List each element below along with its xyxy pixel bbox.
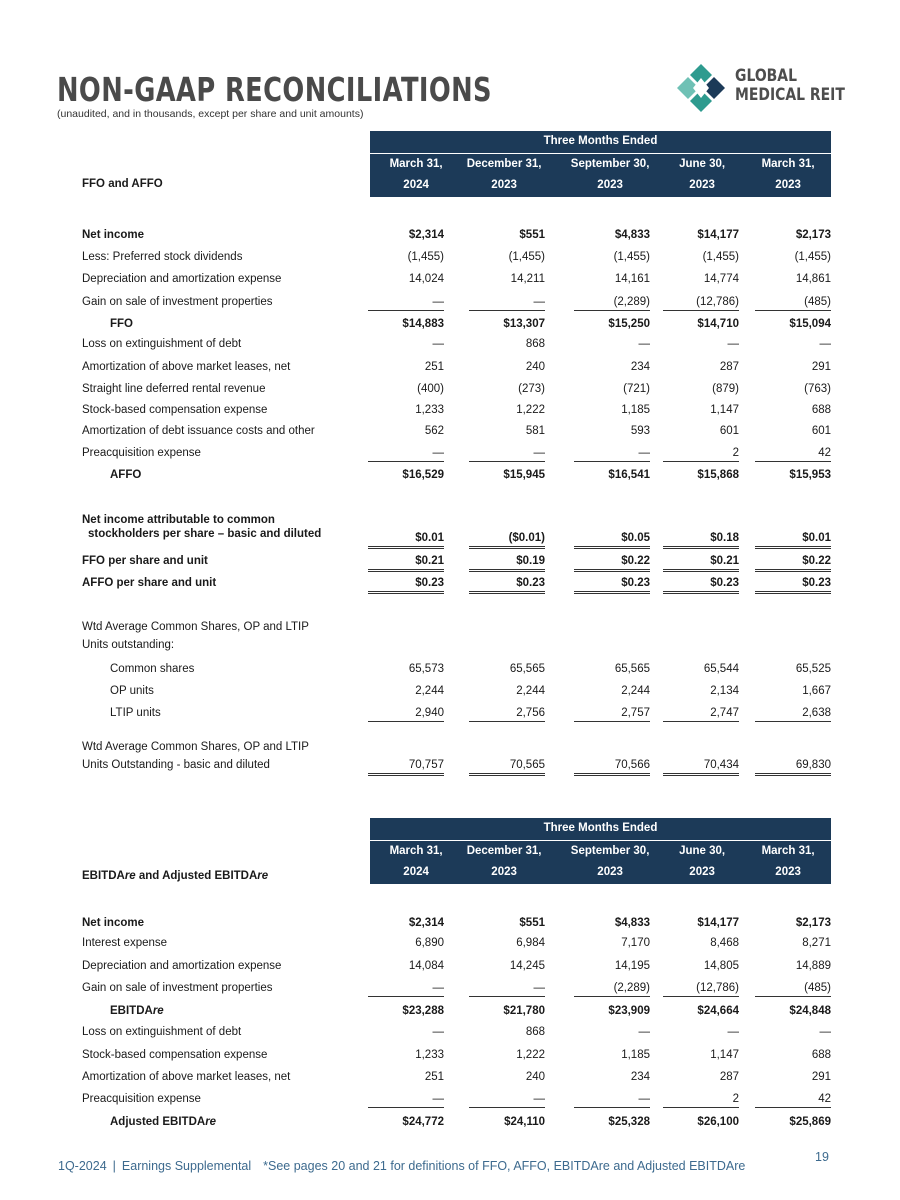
row-value: 65,525 — [795, 663, 831, 675]
row-value: (273) — [518, 383, 545, 395]
row-value: 2,747 — [663, 705, 739, 722]
row-value: — — [819, 338, 831, 350]
column-header-year: 2023 — [491, 866, 517, 878]
row-value: $2,173 — [795, 229, 831, 241]
row-value: 14,161 — [614, 273, 650, 285]
row-value: $15,094 — [789, 318, 831, 330]
row-value: $15,250 — [608, 318, 650, 330]
row-value: (2,289) — [574, 980, 650, 997]
row-label: Depreciation and amortization expense — [82, 960, 282, 972]
band-title: Three Months Ended — [543, 822, 658, 834]
row-value: 2,940 — [368, 705, 444, 722]
row-value: (2,289) — [574, 294, 650, 311]
row-value: — — [727, 338, 739, 350]
page-title: NON-GAAP RECONCILIATIONS — [57, 70, 492, 109]
row-value: 6,984 — [516, 937, 545, 949]
row-value: $0.23 — [469, 575, 545, 594]
row-value: (485) — [755, 294, 831, 311]
row-value: 42 — [755, 445, 831, 462]
row-value: 65,565 — [509, 663, 545, 675]
row-value: 291 — [811, 1071, 831, 1083]
row-value: 1,222 — [516, 404, 545, 416]
row-value: (12,786) — [663, 294, 739, 311]
row-value: $2,314 — [408, 917, 444, 929]
row-value: 287 — [719, 361, 739, 373]
row-label-suffix: re — [152, 1005, 164, 1017]
column-header-date: June 30, — [679, 158, 726, 170]
row-value: $2,173 — [795, 917, 831, 929]
table-row — [82, 1069, 831, 1089]
row-label: Wtd Average Common Shares, OP and LTIP — [82, 741, 309, 753]
row-value: $15,945 — [503, 469, 545, 481]
table-row — [82, 980, 831, 1000]
table-row — [82, 1024, 831, 1044]
shares-row — [82, 683, 831, 703]
shares-row — [82, 705, 831, 725]
cross-logo-icon — [674, 62, 728, 114]
row-value: (1,455) — [407, 251, 444, 263]
table-row — [82, 1047, 831, 1067]
column-header-date: March 31, — [761, 845, 815, 857]
row-value: $0.21 — [368, 553, 444, 572]
table-row — [82, 402, 831, 422]
row-value: $2,314 — [408, 229, 444, 241]
footer-section: Earnings Supplemental — [121, 1159, 252, 1173]
row-value: $16,541 — [608, 469, 650, 481]
row-value: 14,245 — [509, 960, 545, 972]
row-value: $15,868 — [697, 469, 739, 481]
row-label-suffix: re — [205, 1116, 217, 1128]
row-value: $25,328 — [608, 1116, 650, 1128]
row-value: $0.23 — [574, 575, 650, 594]
row-value: $4,833 — [614, 229, 650, 241]
row-label: Amortization of above market leases, net — [82, 1071, 291, 1083]
ffo-affo-table — [82, 131, 831, 771]
row-value: — — [638, 1026, 650, 1038]
band-divider — [370, 153, 831, 154]
row-value: $0.22 — [755, 553, 831, 572]
row-value: 70,757 — [368, 757, 444, 776]
row-label: Net income — [82, 917, 144, 929]
row-value: 868 — [525, 1026, 545, 1038]
column-header-date: March 31, — [389, 158, 443, 170]
column-header-year: 2023 — [597, 179, 623, 191]
row-value: 1,222 — [516, 1049, 545, 1061]
row-value: 1,233 — [415, 404, 444, 416]
row-value: $25,869 — [789, 1116, 831, 1128]
row-value: $13,307 — [503, 318, 545, 330]
row-value: 2,244 — [621, 685, 650, 697]
row-value: $24,110 — [504, 1116, 545, 1128]
row-value: 1,233 — [415, 1049, 444, 1061]
row-value: 2,134 — [710, 685, 739, 697]
row-value: (400) — [417, 383, 444, 395]
column-header-date: March 31, — [389, 845, 443, 857]
row-value: 65,565 — [614, 663, 650, 675]
band-title: Three Months Ended — [543, 135, 658, 147]
table-row — [82, 915, 831, 935]
row-value: — — [727, 1026, 739, 1038]
row-value: $23,909 — [608, 1005, 650, 1017]
row-value: $0.22 — [574, 553, 650, 572]
row-value: 2,756 — [469, 705, 545, 722]
row-value: — — [432, 338, 444, 350]
table-row — [82, 1091, 831, 1111]
row-value: $24,664 — [697, 1005, 739, 1017]
row-value: — — [469, 445, 545, 462]
column-header-year: 2023 — [597, 866, 623, 878]
row-label: Units Outstanding - basic and diluted — [82, 759, 270, 771]
row-value: 240 — [525, 1071, 545, 1083]
table-row — [82, 227, 831, 247]
row-value: (12,786) — [663, 980, 739, 997]
footer — [58, 1159, 745, 1173]
row-value: 2,638 — [755, 705, 831, 722]
row-value: — — [469, 980, 545, 997]
row-value: (1,455) — [794, 251, 831, 263]
row-value: 1,185 — [621, 404, 650, 416]
row-label: Net income attributable to common — [82, 514, 275, 526]
row-value: 1,667 — [802, 685, 831, 697]
row-value: 65,573 — [408, 663, 444, 675]
row-value: 601 — [811, 425, 831, 437]
row-value: 14,889 — [795, 960, 831, 972]
table-row — [82, 249, 831, 269]
row-value: 868 — [525, 338, 545, 350]
row-value: $0.23 — [755, 575, 831, 594]
row-label: Preacquisition expense — [82, 447, 201, 459]
row-label: Wtd Average Common Shares, OP and LTIP — [82, 621, 309, 633]
row-value: 581 — [525, 425, 545, 437]
company-logo — [674, 62, 844, 114]
row-value: (1,455) — [702, 251, 739, 263]
row-value: — — [638, 338, 650, 350]
row-value: $0.05 — [574, 530, 650, 549]
column-header-year: 2024 — [403, 866, 429, 878]
row-value: $0.19 — [469, 553, 545, 572]
row-value: 688 — [811, 404, 831, 416]
row-label: Preacquisition expense — [82, 1093, 201, 1105]
row-label: AFFO per share and unit — [82, 577, 217, 589]
row-value: $14,177 — [697, 229, 739, 241]
table-row — [82, 294, 831, 314]
row-value: (1,455) — [508, 251, 545, 263]
row-value: — — [368, 294, 444, 311]
page-subtitle: (unaudited, and in thousands, except per share and unit amounts) — [57, 108, 364, 120]
row-value: $21,780 — [503, 1005, 545, 1017]
row-label: LTIP units — [110, 707, 161, 719]
row-label: Net income — [82, 229, 144, 241]
row-value: $551 — [519, 917, 545, 929]
row-value: 14,774 — [703, 273, 739, 285]
row-value: — — [574, 445, 650, 462]
column-header-year: 2024 — [403, 179, 429, 191]
row-label-text: Adjusted EBITDA — [110, 1116, 206, 1128]
section-label — [82, 870, 268, 882]
row-value: — — [819, 1026, 831, 1038]
row-label: FFO — [110, 318, 133, 330]
row-value: $0.23 — [368, 575, 444, 594]
row-value: $15,953 — [789, 469, 831, 481]
table-row — [82, 316, 831, 336]
row-value: 251 — [424, 1071, 444, 1083]
row-label: Amortization of debt issuance costs and other — [82, 425, 315, 437]
row-value: 2,244 — [516, 685, 545, 697]
row-label-line2: stockholders per share – basic and diluted — [88, 528, 322, 540]
row-label: Straight line deferred rental revenue — [82, 383, 266, 395]
column-header-date: March 31, — [761, 158, 815, 170]
row-label: Stock-based compensation expense — [82, 1049, 268, 1061]
table-row — [82, 336, 831, 356]
shares-total-heading — [82, 739, 831, 759]
row-label: Gain on sale of investment properties — [82, 982, 273, 994]
row-value: (1,455) — [613, 251, 650, 263]
row-value: 291 — [811, 361, 831, 373]
row-value: 688 — [811, 1049, 831, 1061]
column-header-year: 2023 — [775, 179, 801, 191]
row-value: 1,185 — [621, 1049, 650, 1061]
row-value: 7,170 — [621, 937, 650, 949]
row-value: 14,195 — [614, 960, 650, 972]
row-value: 251 — [424, 361, 444, 373]
page-number: 19 — [815, 1150, 829, 1164]
footer-separator: | — [112, 1159, 116, 1173]
row-value: $16,529 — [402, 469, 444, 481]
row-value: $23,288 — [402, 1005, 444, 1017]
row-value: $0.21 — [663, 553, 739, 572]
row-value: 42 — [755, 1091, 831, 1108]
row-value: — — [432, 1026, 444, 1038]
row-label-text: EBITDA — [110, 1005, 153, 1017]
row-value: $0.01 — [368, 530, 444, 549]
section-label-part: EBITDA — [82, 870, 125, 882]
row-label — [110, 1003, 164, 1019]
table-row — [82, 271, 831, 291]
shares-heading — [82, 619, 831, 639]
ebitdare-table — [82, 818, 831, 1138]
row-value: $14,177 — [697, 917, 739, 929]
row-value: 1,147 — [710, 404, 739, 416]
row-value: 6,890 — [415, 937, 444, 949]
row-value: $14,883 — [402, 318, 444, 330]
column-header-year: 2023 — [689, 866, 715, 878]
row-label: OP units — [110, 685, 154, 697]
row-value: 69,830 — [755, 757, 831, 776]
column-header-year: 2023 — [775, 866, 801, 878]
shares-row — [82, 661, 831, 681]
row-value: $24,848 — [789, 1005, 831, 1017]
row-value: — — [469, 294, 545, 311]
row-value: 14,211 — [510, 273, 545, 285]
row-value: (763) — [804, 383, 831, 395]
row-label: Loss on extinguishment of debt — [82, 338, 242, 350]
row-value: 2,757 — [574, 705, 650, 722]
row-value: 601 — [719, 425, 739, 437]
section-label-part: re — [257, 870, 269, 882]
row-value: 70,566 — [574, 757, 650, 776]
row-label: FFO per share and unit — [82, 555, 208, 567]
row-value: 14,805 — [703, 960, 739, 972]
row-value: 593 — [630, 425, 650, 437]
row-value: 2 — [663, 445, 739, 462]
row-value: $551 — [519, 229, 545, 241]
row-label — [110, 1114, 216, 1130]
row-value: $14,710 — [697, 318, 739, 330]
row-label: Amortization of above market leases, net — [82, 361, 291, 373]
row-value: — — [368, 1091, 444, 1108]
row-value: 8,271 — [802, 937, 831, 949]
logo-wordmark: GLOBAL MEDICAL REIT — [735, 66, 845, 105]
shares-heading — [82, 637, 831, 657]
column-header-year: 2023 — [689, 179, 715, 191]
table-row — [82, 1003, 831, 1023]
row-value: ($0.01) — [469, 530, 545, 549]
row-value: 14,024 — [408, 273, 444, 285]
shares-total-row — [82, 757, 831, 777]
table-row — [82, 467, 831, 487]
row-label: Units outstanding: — [82, 639, 175, 651]
row-value: — — [574, 1091, 650, 1108]
row-value: — — [368, 445, 444, 462]
column-header-year: 2023 — [491, 179, 517, 191]
row-label: Interest expense — [82, 937, 168, 949]
table-row — [82, 423, 831, 443]
row-value: (879) — [712, 383, 739, 395]
section-label-part: re — [124, 870, 136, 882]
row-value: — — [368, 980, 444, 997]
table-row — [82, 958, 831, 978]
row-value: 70,434 — [663, 757, 739, 776]
per-share-values — [82, 530, 831, 550]
row-value: $0.18 — [663, 530, 739, 549]
row-value: 65,544 — [703, 663, 739, 675]
row-value: 562 — [424, 425, 444, 437]
table-row — [82, 935, 831, 955]
row-value: $24,772 — [402, 1116, 444, 1128]
row-value: 14,861 — [795, 273, 831, 285]
row-value: $0.01 — [755, 530, 831, 549]
table-row — [82, 381, 831, 401]
row-value: $0.23 — [663, 575, 739, 594]
row-label: AFFO — [110, 469, 142, 481]
per-share-row — [82, 553, 831, 573]
row-label: Depreciation and amortization expense — [82, 273, 282, 285]
band-divider — [370, 840, 831, 841]
row-value: (721) — [623, 383, 650, 395]
row-value: 234 — [630, 1071, 650, 1083]
table-row — [82, 359, 831, 379]
row-label: Gain on sale of investment properties — [82, 296, 273, 308]
row-value: 14,084 — [408, 960, 444, 972]
row-value: 2,244 — [415, 685, 444, 697]
row-value: $26,100 — [697, 1116, 739, 1128]
footer-note: *See pages 20 and 21 for definitions of FFO, AFFO, EBITDAre and Adjusted EBITDAre — [263, 1159, 746, 1173]
column-header-date: September 30, — [570, 845, 650, 857]
row-value: 287 — [719, 1071, 739, 1083]
row-label: Stock-based compensation expense — [82, 404, 268, 416]
section-label: FFO and AFFO — [82, 178, 163, 190]
column-header-date: December 31, — [466, 158, 542, 170]
row-value: $4,833 — [614, 917, 650, 929]
table-row — [82, 1114, 831, 1134]
row-value: — — [469, 1091, 545, 1108]
footer-doc: 1Q-2024 — [58, 1159, 107, 1173]
per-share-row — [82, 575, 831, 595]
column-header-date: September 30, — [570, 158, 650, 170]
row-value: 234 — [630, 361, 650, 373]
row-value: 8,468 — [710, 937, 739, 949]
row-value: (485) — [755, 980, 831, 997]
column-header-date: June 30, — [679, 845, 726, 857]
row-value: 2 — [663, 1091, 739, 1108]
row-value: 1,147 — [710, 1049, 739, 1061]
row-label: Loss on extinguishment of debt — [82, 1026, 242, 1038]
row-value: 70,565 — [469, 757, 545, 776]
row-label: Common shares — [110, 663, 195, 675]
section-label-part: and Adjusted EBITDA — [135, 870, 258, 882]
column-header-date: December 31, — [466, 845, 542, 857]
row-value: 240 — [525, 361, 545, 373]
row-label: Less: Preferred stock dividends — [82, 251, 243, 263]
table-row — [82, 445, 831, 465]
